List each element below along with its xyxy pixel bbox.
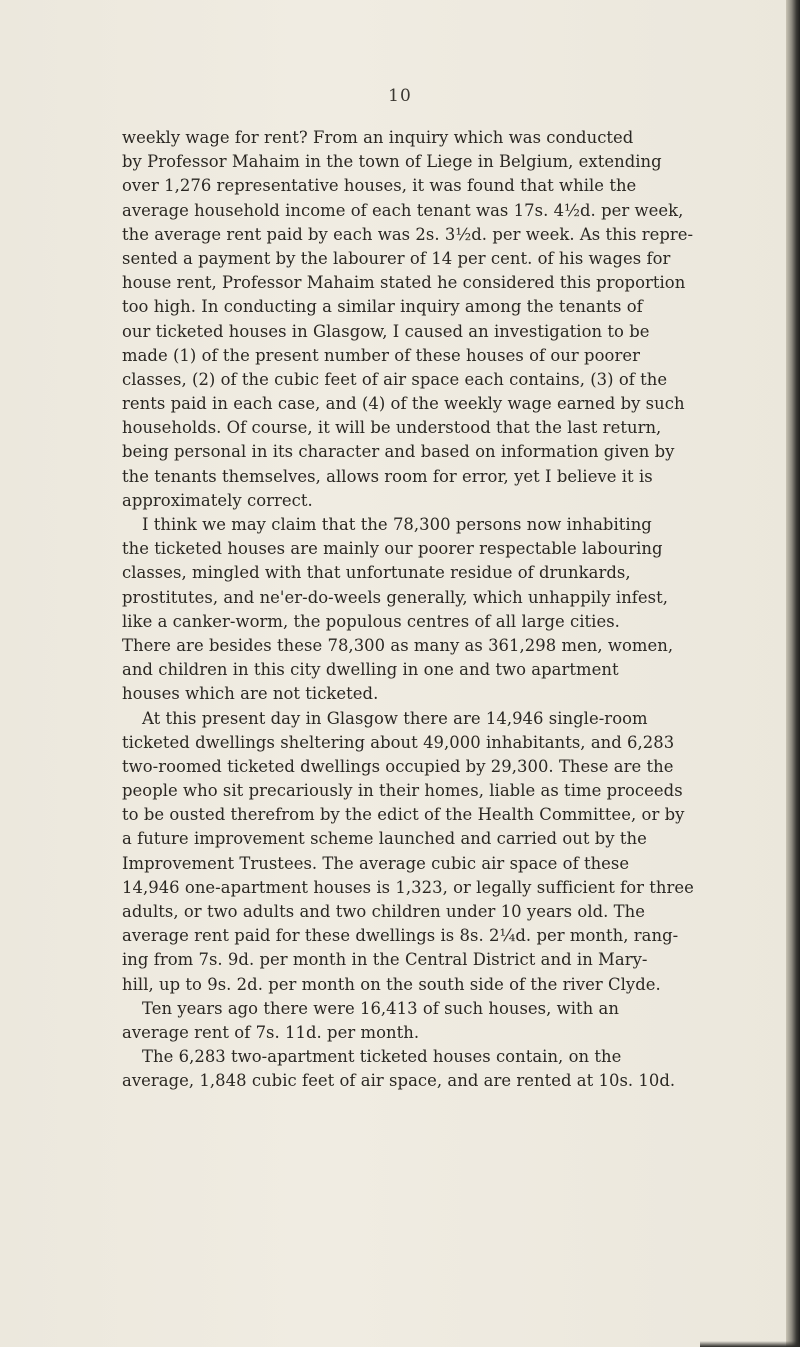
text-line: average rent of 7s. 11d. per month. (122, 1022, 420, 1042)
text-line: the tenants themselves, allows room for error, yet I believe it is (122, 466, 653, 486)
text-line: the ticketed houses are mainly our poorer respectable labouring (122, 539, 663, 559)
text-line: the average rent paid by each was 2s. 3½d. per week. As this repre- (122, 224, 694, 244)
text-line: over 1,276 representative houses, it was found that while the (122, 176, 637, 196)
text-line: classes, (2) of the cubic feet of air space each contains, (3) of the (122, 369, 668, 389)
text-line: ticketed dwellings sheltering about 49,000 inhabitants, and 6,283 (122, 732, 675, 752)
text-line: At this present day in Glasgow there are 14,946 single-room (142, 708, 648, 728)
text-line: made (1) of the present number of these houses of our poorer (122, 345, 640, 365)
text-line: average rent paid for these dwellings is 8s. 2¼d. per month, rang- (122, 926, 679, 946)
text-line: adults, or two adults and two children under 10 years old. The (122, 902, 646, 921)
text-line: by Professor Mahaim in the town of Liege in Belgium, extending (122, 152, 662, 172)
body-text (122, 126, 772, 1094)
text-line: people who sit precariously in their homes, liable as time proceeds (122, 781, 683, 801)
text-line: average household income of each tenant was 17s. 4½d. per week, (122, 200, 684, 220)
text-line: and children in this city dwelling in one and two apartment (122, 660, 619, 680)
text-line: classes, mingled with that unfortunate residue of drunkards, (122, 563, 631, 583)
page-edge-shadow (700, 1341, 800, 1347)
text-line: average, 1,848 cubic feet of air space, and are rented at 10s. 10d. (122, 1071, 676, 1091)
text-line: 14,946 one-apartment houses is 1,323, or legally sufficient for three (122, 877, 694, 897)
text-line: There are besides these 78,300 as many as 361,298 men, women, (122, 635, 674, 655)
text-line: households. Of course, it will be understood that the last return, (122, 418, 662, 438)
page-number: 10 (388, 86, 412, 106)
text-line: prostitutes, and ne'er-do-weels generally, which unhappily infest, (122, 587, 669, 607)
text-line: ing from 7s. 9d. per month in the Central District and in Mary- (122, 950, 648, 970)
text-line: rents paid in each case, and (4) of the weekly wage earned by such (122, 394, 685, 414)
text-line: to be ousted therefrom by the edict of the Health Committee, or by (122, 805, 685, 825)
text-line: sented a payment by the labourer of 14 per cent. of his wages for (122, 248, 671, 268)
text-line: two-roomed ticketed dwellings occupied by 29,300. These are the (122, 756, 674, 776)
text-line: hill, up to 9s. 2d. per month on the south side of the river Clyde. (122, 974, 661, 994)
text-line: a future improvement scheme launched and carried out by the (122, 829, 647, 849)
text-line: too high. In conducting a similar inquiry among the tenants of (122, 297, 643, 317)
text-line: houses which are not ticketed. (122, 684, 379, 704)
text-line: I think we may claim that the 78,300 persons now inhabiting (142, 515, 652, 534)
text-line: house rent, Professor Mahaim stated he considered this proportion (122, 273, 686, 293)
text-line: weekly wage for rent? From an inquiry which was conducted (122, 128, 634, 147)
text-line: Ten years ago there were 16,413 of such houses, with an (142, 998, 619, 1018)
text-line: Improvement Trustees. The average cubic air space of these (122, 853, 630, 873)
text-line: our ticketed houses in Glasgow, I caused an investigation to be (122, 321, 650, 341)
text-line: being personal in its character and based on information given by (122, 442, 675, 462)
text-line: like a canker-worm, the populous centres of all large cities. (122, 611, 620, 631)
text-line: The 6,283 two-apartment ticketed houses contain, on the (142, 1047, 622, 1067)
book-spine-shadow (786, 0, 800, 1347)
text-line: approximately correct. (122, 490, 313, 510)
